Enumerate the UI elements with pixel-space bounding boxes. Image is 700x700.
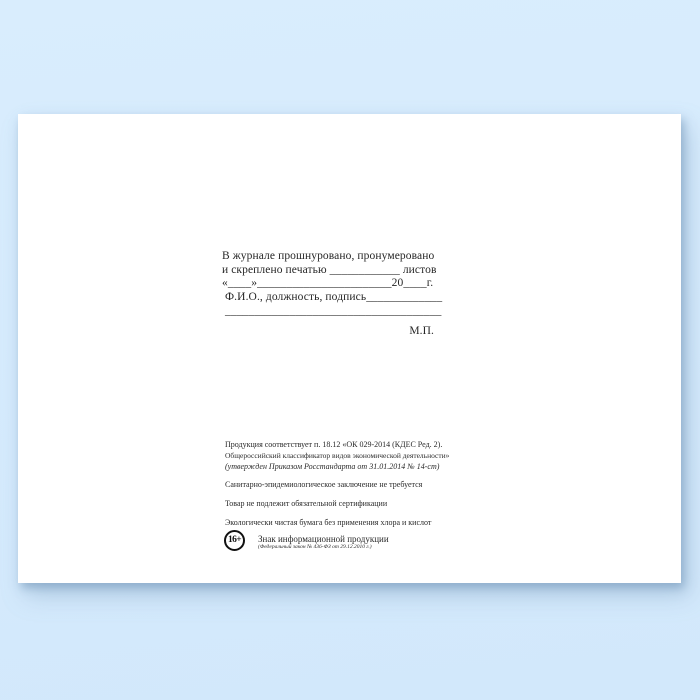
journal-back-page xyxy=(18,114,681,583)
age-mark-row xyxy=(224,530,485,551)
product-info-block xyxy=(225,439,485,551)
age-mark-text xyxy=(258,534,389,551)
standard-compliance-line: Продукция соответствует п. 18.12 «ОК 029-2014 (КДЕС Ред. 2). xyxy=(225,440,443,449)
age-16-badge-icon: 16+ xyxy=(224,530,245,551)
cert-line-blank: _____________________________________ xyxy=(225,304,442,317)
cert-line-laced: В журнале прошнуровано, пронумеровано xyxy=(222,250,435,262)
sanitary-conclusion-line: Санитарно-эпидемиологическое заключение не требуется xyxy=(225,480,423,489)
age-mark-label: Знак информационной продукции xyxy=(258,534,389,544)
eco-paper-line: Экологически чистая бумага без применения хлора и кислот xyxy=(225,518,432,527)
certification-block xyxy=(222,250,443,338)
age-mark-law-reference: (Федеральный закон № 436-ФЗ от 29.12.2010 г.) xyxy=(258,544,372,550)
cert-line-sealed-sheets: и скреплено печатью ____________ листов xyxy=(222,263,437,276)
classifier-name-line: Общероссийский классификатор видов экономической деятельности» xyxy=(225,451,450,460)
standard-approval-line: (утвержден Приказом Росстандарта от 31.01.2014 № 14-ст) xyxy=(225,462,440,471)
no-certification-line: Товар не подлежит обязательной сертификации xyxy=(225,499,388,508)
cert-line-name-position-signature: Ф.И.О., должность, подпись_____________ xyxy=(225,291,443,304)
stamp-place-label: М.П. xyxy=(409,324,434,337)
cert-line-date: «____»_______________________20____г. xyxy=(222,277,434,290)
